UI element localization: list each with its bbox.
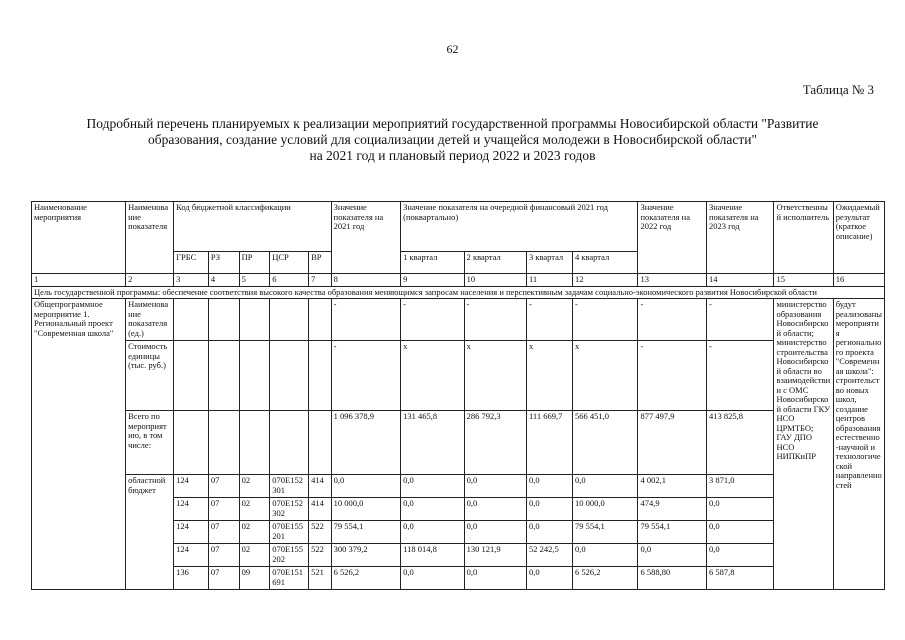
cell-rz xyxy=(208,341,239,411)
value-q1: 131 465,8 xyxy=(401,411,464,475)
cell-vr: 522 xyxy=(309,521,332,544)
value-2022: 79 554,1 xyxy=(638,521,707,544)
expected-result: будут реализованы мероприятия регионального проекта "Современная школа": строительство новых школ, создание центров образования естественно-научной и технологической направленностей xyxy=(833,299,884,590)
header-value-2022: Значение показателя на 2022 год xyxy=(638,202,707,274)
value-q4: 0,0 xyxy=(572,475,637,498)
column-number: 16 xyxy=(833,274,884,287)
column-number: 1 xyxy=(32,274,126,287)
header-rz: РЗ xyxy=(208,252,239,274)
cell-csr xyxy=(270,341,309,411)
header-expected-result: Ожидаемый результат (краткое описание) xyxy=(833,202,884,274)
cell-pr xyxy=(239,299,270,341)
cell-rz: 07 xyxy=(208,544,239,567)
column-number-row xyxy=(32,274,885,287)
value-q2: 0,0 xyxy=(464,567,526,590)
value-q2: 0,0 xyxy=(464,521,526,544)
value-2023: 6 587,8 xyxy=(706,567,773,590)
cell-pr: 02 xyxy=(239,521,270,544)
value-2021: - xyxy=(331,299,401,341)
header-q4: 4 квартал xyxy=(572,252,637,274)
value-q2: 286 792,3 xyxy=(464,411,526,475)
column-number: 12 xyxy=(572,274,637,287)
value-2021: 300 379,2 xyxy=(331,544,401,567)
header-budget-code: Код бюджетной классификации xyxy=(174,202,332,252)
header-grbs: ГРБС xyxy=(174,252,209,274)
cell-vr: 414 xyxy=(309,475,332,498)
value-2023: 0,0 xyxy=(706,521,773,544)
cell-rz: 07 xyxy=(208,521,239,544)
value-2022: 6 588,80 xyxy=(638,567,707,590)
cell-pr: 02 xyxy=(239,498,270,521)
cell-csr: 070E155201 xyxy=(270,521,309,544)
value-2023: 0,0 xyxy=(706,498,773,521)
program-goal: Цель государственной программы: обеспечение соответствия высокого качества образования меняющимся запросам населения и перспективным задачам социально-экономического развития Новосибирской области xyxy=(32,286,885,299)
goal-row xyxy=(32,286,885,299)
cell-vr xyxy=(309,299,332,341)
value-2022: 877 497,9 xyxy=(638,411,707,475)
column-number: 3 xyxy=(174,274,209,287)
value-q3: - xyxy=(526,299,572,341)
value-q4: 79 554,1 xyxy=(572,521,637,544)
cell-rz xyxy=(208,411,239,475)
header-value-2021: Значение показателя на 2021 год xyxy=(331,202,401,274)
value-q3: 52 242,5 xyxy=(526,544,572,567)
header-row xyxy=(32,202,885,252)
table-number: Таблица № 3 xyxy=(802,82,874,97)
cell-vr: 414 xyxy=(309,498,332,521)
cell-grbs xyxy=(174,341,209,411)
header-csr: ЦСР xyxy=(270,252,309,274)
column-number: 4 xyxy=(208,274,239,287)
title-line-3: на 2021 год и плановый период 2022 и 2023 годов xyxy=(309,148,596,163)
value-2023: 3 871,0 xyxy=(706,475,773,498)
cell-csr: 070E152301 xyxy=(270,475,309,498)
table-row xyxy=(32,341,885,411)
value-q4: 6 526,2 xyxy=(572,567,637,590)
cell-csr: 070E152302 xyxy=(270,498,309,521)
document-title xyxy=(20,116,885,164)
indicator-name: Всего по мероприятию, в том числе: xyxy=(126,411,174,475)
header-q2: 2 квартал xyxy=(464,252,526,274)
column-number: 8 xyxy=(331,274,401,287)
column-number: 6 xyxy=(270,274,309,287)
column-number: 7 xyxy=(309,274,332,287)
value-2021: 1 096 378,9 xyxy=(331,411,401,475)
indicator-name: Стоимость единицы (тыс. руб.) xyxy=(126,341,174,411)
value-q2: 0,0 xyxy=(464,498,526,521)
value-q3: 0,0 xyxy=(526,521,572,544)
cell-pr xyxy=(239,341,270,411)
column-number: 9 xyxy=(401,274,464,287)
value-q1: x xyxy=(401,341,464,411)
value-2022: - xyxy=(638,341,707,411)
responsible-executor: министерство образования Новосибирской области; министерство строительства Новосибирской области во взаимодействии с ОМС Новосибирской области ГКУ НСО ЦРМТБО; ГАУ ДПО НСО НИПКиПР xyxy=(774,299,833,590)
value-q1: 0,0 xyxy=(401,498,464,521)
value-2023: - xyxy=(706,341,773,411)
value-q1: 0,0 xyxy=(401,475,464,498)
indicator-name: Наименование показателя (ед.) xyxy=(126,299,174,341)
cell-csr: 070E155202 xyxy=(270,544,309,567)
title-line-2: образования, создание условий для социализации детей и учащейся молодежи в Новосибирской области" xyxy=(148,132,757,147)
cell-grbs xyxy=(174,411,209,475)
value-2021: 6 526,2 xyxy=(331,567,401,590)
column-number: 15 xyxy=(774,274,833,287)
cell-grbs: 124 xyxy=(174,544,209,567)
cell-pr: 02 xyxy=(239,544,270,567)
cell-grbs xyxy=(174,299,209,341)
page-number: 62 xyxy=(446,42,459,56)
header-pr: ПР xyxy=(239,252,270,274)
cell-csr xyxy=(270,299,309,341)
cell-pr: 09 xyxy=(239,567,270,590)
cell-grbs: 124 xyxy=(174,521,209,544)
header-responsible: Ответственный исполнитель xyxy=(774,202,833,274)
value-q2: 0,0 xyxy=(464,475,526,498)
cell-pr xyxy=(239,411,270,475)
table-row xyxy=(32,411,885,475)
cell-vr xyxy=(309,411,332,475)
value-q4: - xyxy=(572,299,637,341)
column-number: 11 xyxy=(526,274,572,287)
cell-vr xyxy=(309,341,332,411)
cell-grbs: 136 xyxy=(174,567,209,590)
value-q3: 0,0 xyxy=(526,498,572,521)
value-q3: x xyxy=(526,341,572,411)
cell-vr: 522 xyxy=(309,544,332,567)
value-2021: 79 554,1 xyxy=(331,521,401,544)
value-q3: 0,0 xyxy=(526,475,572,498)
value-q3: 111 669,7 xyxy=(526,411,572,475)
value-q4: 0,0 xyxy=(572,544,637,567)
value-2022: 0,0 xyxy=(638,544,707,567)
value-q1: 0,0 xyxy=(401,567,464,590)
value-2023: - xyxy=(706,299,773,341)
column-number: 10 xyxy=(464,274,526,287)
cell-csr xyxy=(270,411,309,475)
column-number: 13 xyxy=(638,274,707,287)
column-number: 2 xyxy=(126,274,174,287)
value-q1: 0,0 xyxy=(401,521,464,544)
value-2021: - xyxy=(331,341,401,411)
cell-grbs: 124 xyxy=(174,498,209,521)
value-2022: 4 002,1 xyxy=(638,475,707,498)
value-q1: 118 014,8 xyxy=(401,544,464,567)
event-name: Общепрограммное мероприятие 1. Региональный проект "Современная школа" xyxy=(32,299,126,590)
header-value-2023: Значение показателя на 2023 год xyxy=(706,202,773,274)
cell-rz: 07 xyxy=(208,498,239,521)
program-table xyxy=(31,201,885,590)
value-2023: 0,0 xyxy=(706,544,773,567)
value-2022: - xyxy=(638,299,707,341)
cell-rz: 07 xyxy=(208,475,239,498)
column-number: 5 xyxy=(239,274,270,287)
value-q3: 0,0 xyxy=(526,567,572,590)
cell-vr: 521 xyxy=(309,567,332,590)
value-2021: 0,0 xyxy=(331,475,401,498)
value-q4: x xyxy=(572,341,637,411)
column-number: 14 xyxy=(706,274,773,287)
value-q2: x xyxy=(464,341,526,411)
cell-rz xyxy=(208,299,239,341)
header-quarterly: Значение показателя на очередной финансовый 2021 год (поквартально) xyxy=(401,202,638,252)
value-q2: - xyxy=(464,299,526,341)
cell-rz: 07 xyxy=(208,567,239,590)
cell-csr: 070E151691 xyxy=(270,567,309,590)
table-row xyxy=(32,299,885,341)
header-q3: 3 квартал xyxy=(526,252,572,274)
header-event-name: Наименование мероприятия xyxy=(32,202,126,274)
value-q2: 130 121,9 xyxy=(464,544,526,567)
value-q1: - xyxy=(401,299,464,341)
value-q4: 566 451,0 xyxy=(572,411,637,475)
value-q4: 10 000,0 xyxy=(572,498,637,521)
budget-label: областной бюджет xyxy=(126,475,174,590)
value-2023: 413 825,8 xyxy=(706,411,773,475)
cell-pr: 02 xyxy=(239,475,270,498)
header-vr: ВР xyxy=(309,252,332,274)
value-2021: 10 000,0 xyxy=(331,498,401,521)
value-2022: 474,9 xyxy=(638,498,707,521)
cell-grbs: 124 xyxy=(174,475,209,498)
header-indicator-name: Наименование показателя xyxy=(126,202,174,274)
budget-row xyxy=(32,475,885,498)
title-line-1: Подробный перечень планируемых к реализации мероприятий государственной программы Новосибирской области "Развитие xyxy=(86,116,819,131)
header-q1: 1 квартал xyxy=(401,252,464,274)
